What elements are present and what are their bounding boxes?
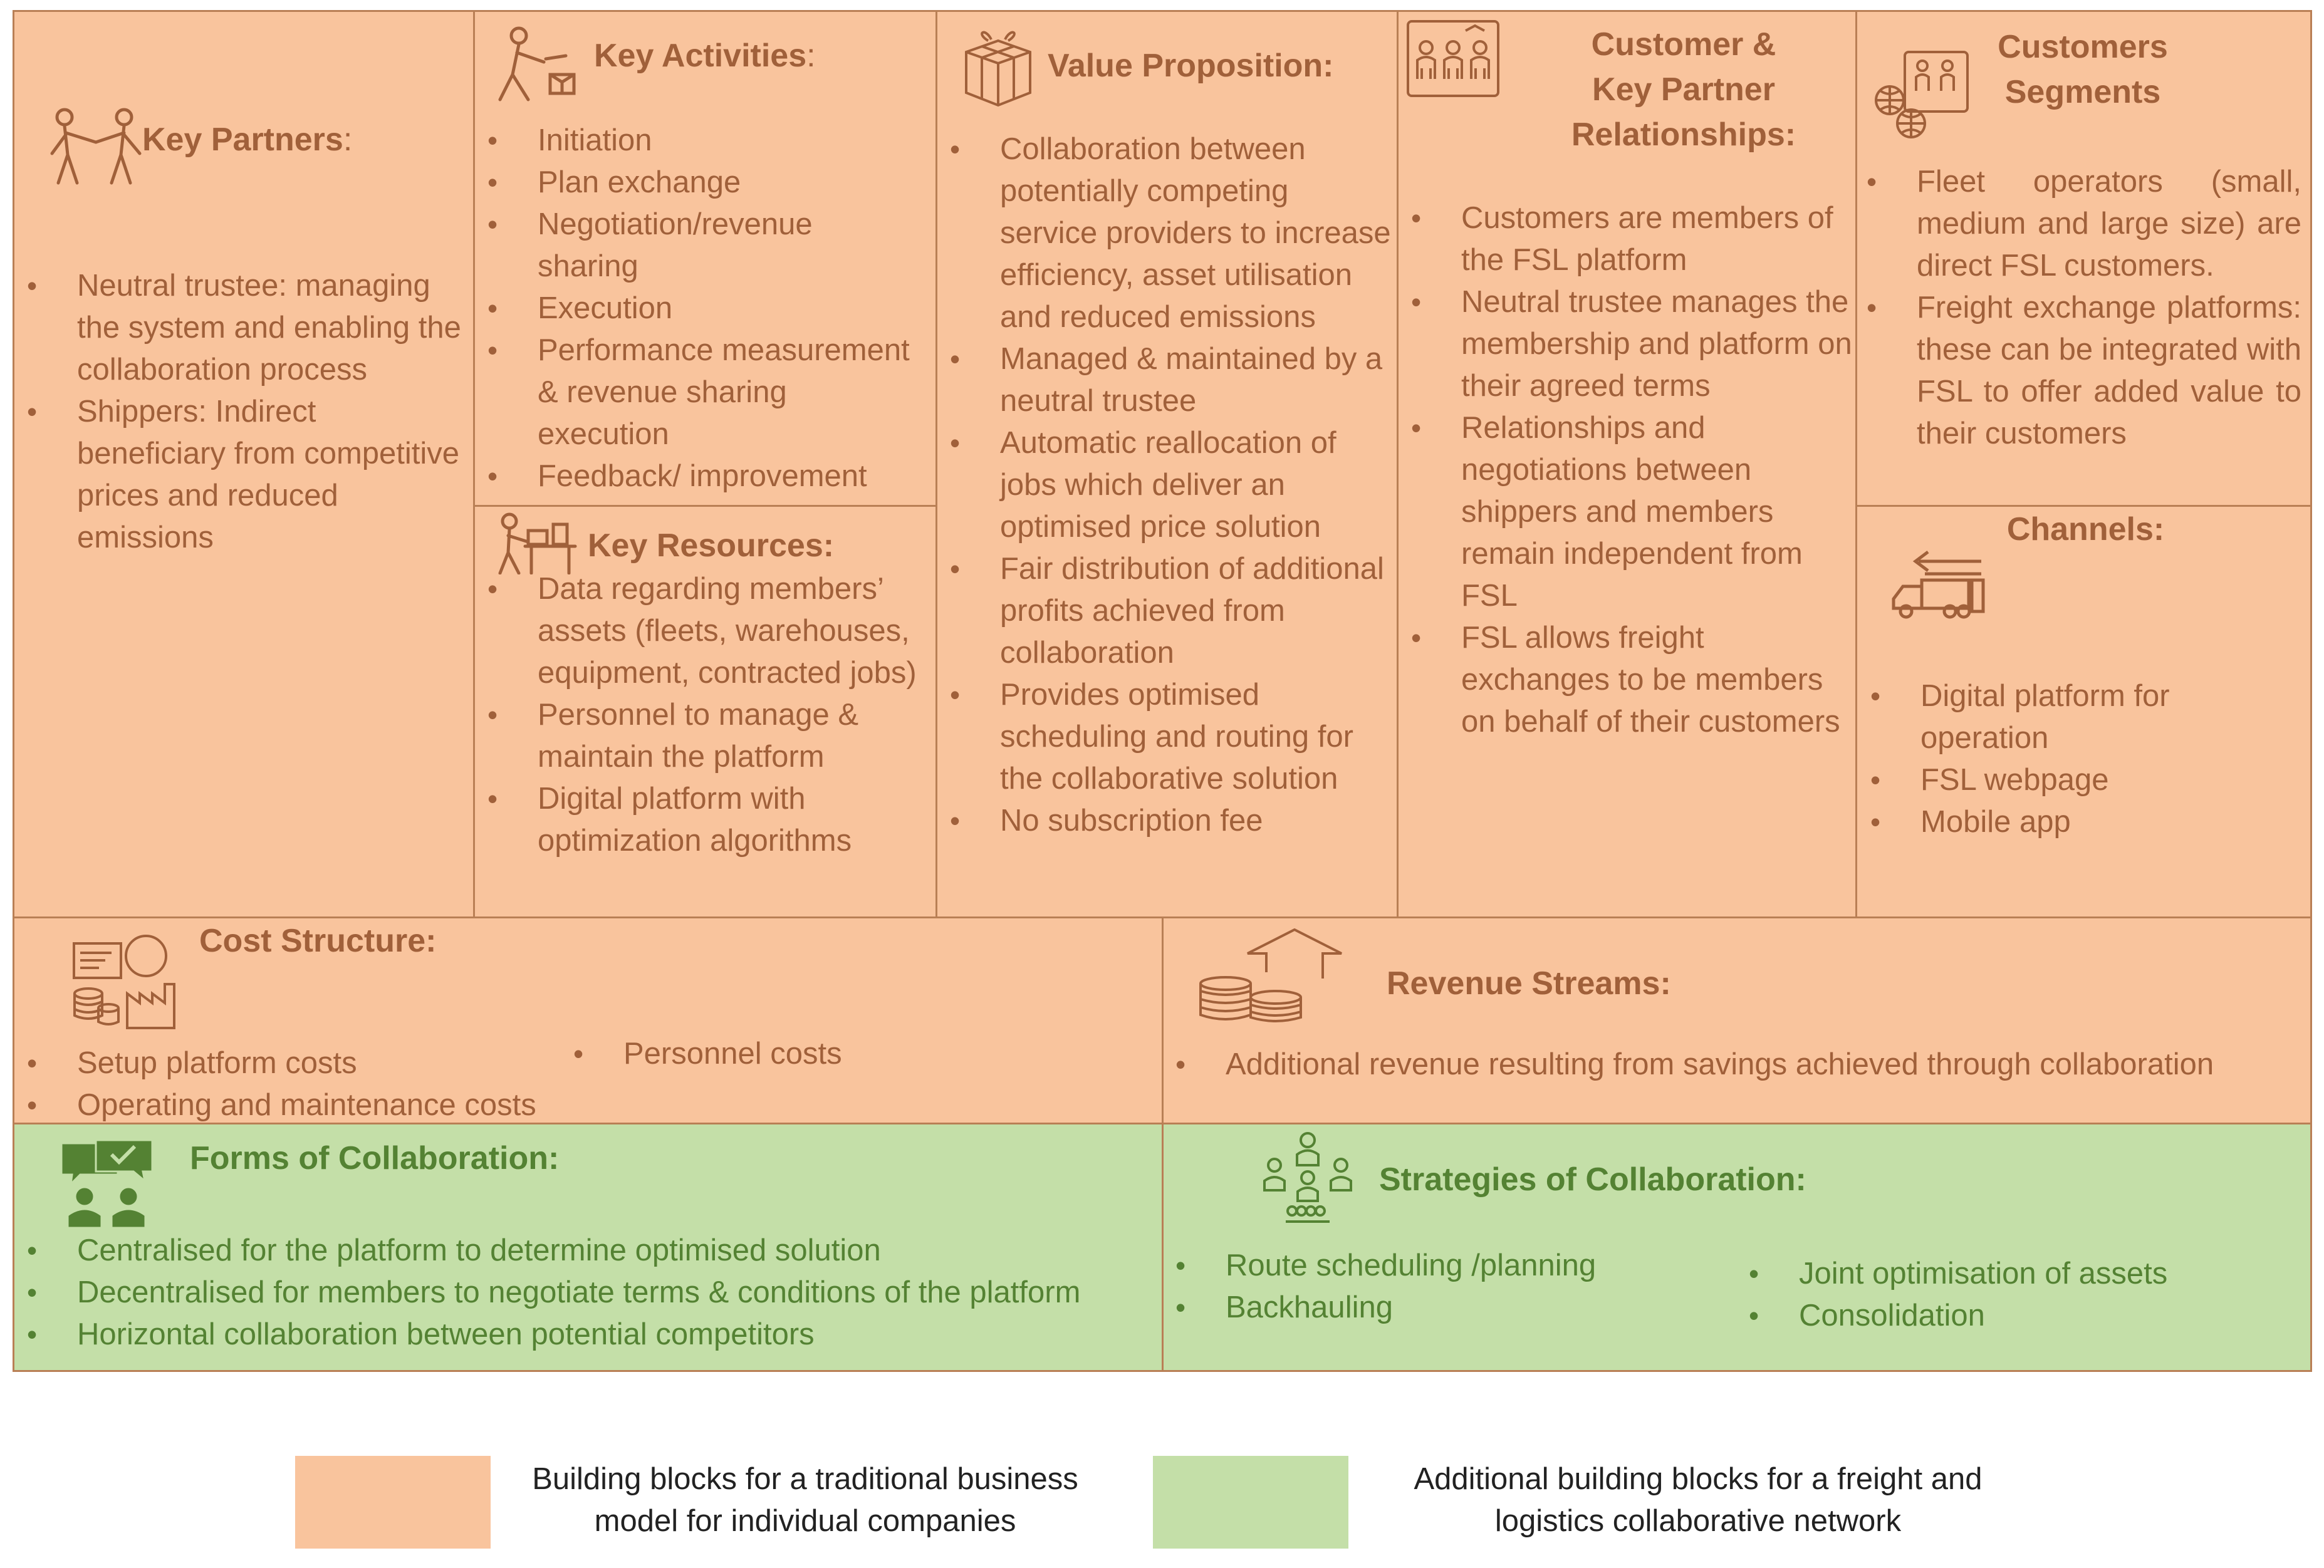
revenue-streams-block [1162,916,2312,1124]
handshake-people-icon [43,105,149,186]
key-activities-title-colon: : [806,38,816,74]
revenue-streams-title: Revenue Streams: [1387,965,1671,1002]
list-item: • Centralised for the platform to determine optimised solution [77,1230,1161,1272]
value-proposition-list [1000,128,1392,842]
gift-box-icon [960,27,1036,108]
key-resources-block [473,505,937,918]
list-item: • Initiation [538,120,920,162]
list-item: • Negotiation/revenue sharing [538,204,920,288]
delivery-truck-icon [1887,546,1988,621]
key-activities-block [473,10,937,507]
key-resources-list [538,568,920,862]
customer-relationships-title-line-1: Customer & [1591,26,1776,63]
legend-green-label: Additional building blocks for a freight and logistics collaborative network [1414,1462,1983,1538]
key-partners-block [13,10,475,918]
list-item: • Execution [538,288,920,330]
key-partners-title-colon: : [343,122,353,158]
customer-segments-block [1855,10,2312,507]
channels-list [1920,675,2296,843]
list-item: • Collaboration between potentially competing service providers to increase efficiency, asset utilisation and reduced emissions [1000,128,1392,338]
list-item: • Plan exchange [538,162,920,204]
key-activities-list [538,120,920,497]
forms-of-collaboration-title: Forms of Collaboration: [190,1140,560,1176]
customer-relationships-title [1518,22,1850,157]
list-item: • Feedback/ improvement [538,455,920,497]
strategies-of-collaboration-title: Strategies of Collaboration: [1379,1161,1806,1198]
cost-structure-list-right [623,1033,999,1075]
key-resources-title: Key Resources: [588,527,835,564]
key-partners-title-text: Key Partners [142,122,343,158]
customer-relationships-block [1397,10,1857,918]
list-item: • Neutral trustee manages the membership and platform on their agreed terms [1461,281,1853,407]
customer-segments-title-line-2: Segments [2004,74,2161,110]
list-item: • Route scheduling /planning [1226,1245,1727,1287]
key-partners-list [77,265,464,559]
forms-of-collaboration-block [13,1123,1164,1372]
channels-title: Channels: [2006,511,2165,548]
value-proposition-title: Value Proposition: [1048,48,1334,84]
legend-orange-label: Building blocks for a traditional business model for individual companies [532,1462,1078,1538]
list-item: • Digital platform for operation [1920,675,2296,759]
customer-segments-list [1917,161,2301,455]
legend-orange-swatch [295,1456,491,1549]
list-item: • No subscription fee [1000,800,1392,842]
list-item: • Freight exchange platforms: these can be integrated with FSL to offer added value to their customers [1917,287,2301,455]
list-item: • FSL webpage [1920,759,2296,801]
cost-factory-icon [71,934,180,1031]
person-at-desk-icon [491,512,578,574]
list-item: • Performance measurement & revenue sharing execution [538,330,920,455]
customer-relationships-title-line-3: Relationships: [1571,117,1796,153]
list-item: • Customers are members of the FSL platform [1461,197,1853,281]
person-carrying-box-icon [491,24,585,103]
list-item: • Backhauling [1226,1287,1727,1329]
list-item: • Neutral trustee: managing the system and enabling the collaboration process [77,265,464,391]
strategies-list-right [1799,1253,2300,1337]
customer-segments-title [1983,24,2183,115]
key-activities-title-text: Key Activities [594,38,807,74]
list-item: • Decentralised for members to negotiate terms & conditions of the platform [77,1272,1161,1314]
cost-structure-list-left [77,1042,578,1126]
customer-relationships-list [1461,197,1853,743]
list-item: • Shippers: Indirect beneficiary from competitive prices and reduced emissions [77,391,464,559]
list-item: • Setup platform costs [77,1042,578,1084]
list-item: • Horizontal collaboration between potential competitors [77,1314,1161,1356]
forms-of-collaboration-list [77,1230,1161,1356]
list-item: • Managed & maintained by a neutral trustee [1000,338,1392,422]
list-item: • Data regarding members’ assets (fleets, warehouses, equipment, contracted jobs) [538,568,920,694]
team-network-icon [1261,1131,1355,1225]
customer-relationships-title-line-2: Key Partner [1592,71,1775,108]
list-item: • Automatic reallocation of jobs which deliver an optimised price solution [1000,422,1392,548]
key-activities-title [594,33,816,78]
list-item: • Consolidation [1799,1295,2300,1337]
list-item: • Personnel to manage & maintain the platform [538,694,920,778]
list-item: • Fair distribution of additional profits achieved from collaboration [1000,548,1392,674]
list-item: • Additional revenue resulting from savings achieved through collaboration [1226,1044,2303,1086]
customer-segments-title-line-1: Customers [1998,29,2168,65]
list-item: • Joint optimisation of assets [1799,1253,2300,1295]
list-item: • Provides optimised scheduling and routing for the collaborative solution [1000,674,1392,800]
value-proposition-block [935,10,1399,918]
channels-block [1855,505,2312,918]
list-item: • Personnel costs [623,1033,999,1075]
list-item: • FSL allows freight exchanges to be members on behalf of their customers [1461,617,1853,743]
legend-green-swatch [1153,1456,1348,1549]
strategies-list-left [1226,1245,1727,1329]
customer-group-icon [1406,19,1500,98]
key-partners-title [142,117,352,162]
list-item: • Operating and maintenance costs [77,1084,578,1126]
coins-arrow-icon [1197,928,1348,1024]
list-item: • Relationships and negotiations between shippers and members remain independent from FSL [1461,407,1853,617]
list-item: • Digital platform with optimization algorithms [538,778,920,862]
list-item: • Mobile app [1920,801,2296,843]
cost-structure-title: Cost Structure: [199,923,437,959]
revenue-streams-list [1226,1044,2303,1086]
list-item: • Fleet operators (small, medium and large size) are direct FSL customers. [1917,161,2301,287]
strategies-of-collaboration-block [1162,1123,2312,1372]
globe-people-icon [1872,47,1972,141]
people-chat-icon [58,1137,155,1228]
cost-structure-block [13,916,1164,1124]
